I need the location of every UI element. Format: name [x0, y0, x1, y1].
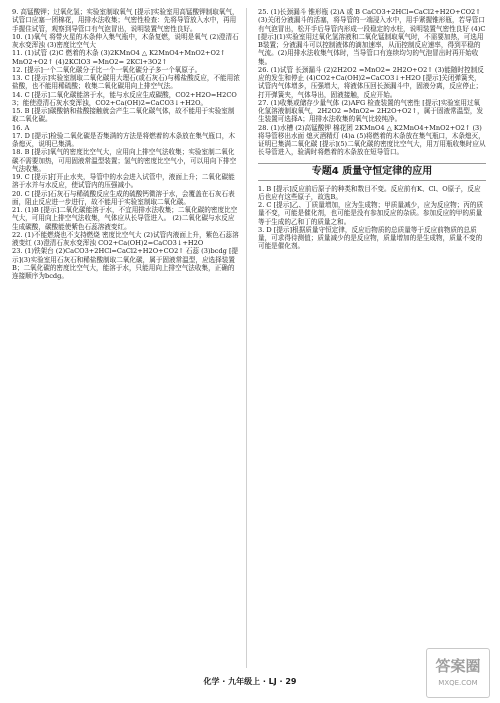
answer-paragraph: 11. (1)试管 (2)C 燃着的木条 (3)2KMnO4 △ K2MnO4+MnO2+O2↑ — [12, 49, 226, 58]
answer-paragraph: 14. C [提示]二氧化碳能溶于水，能与水反应生成碳酸，CO2+H2O=H2CO3；能使澄清石灰水变浑浊，CO2+Ca(OH)2=CaCO3↓+H2O。 — [12, 90, 237, 107]
answer-paragraph: 18. B [提示]氧气的密度比空气大，应用向上排空气法收集；实验室制二氧化碳不需要加热，可用固液常温型装置；氢气的密度比空气小，可以用向下排空气法收集。 — [12, 148, 237, 173]
answer-paragraph: 13. C [提示]实验室制取二氧化碳用大理石(或石灰石)与稀盐酸反应，不能用浓盐酸，也不能用稀硫酸；收集二氧化碳用向上排空气法。 — [12, 74, 240, 91]
answer-paragraph: 15. B [提示]碳酸钠和盐酸接触就会产生二氧化碳气体，故不能用于实验室制取二氧化碳。 — [12, 107, 235, 124]
left-column — [12, 8, 240, 280]
answer-paragraph: 23. (1)铁架台 (2)CaCO3+2HCl=CaCl2+H2O+CO2↑ 石蕊 (3)bcdg [提示](3)实验室用石灰石和稀盐酸制取二氧化碳，属于固液常温型，应选择装置B；二氧化碳的密度比空气大，能溶于水，只能用向上排空气法收集，正确的连接顺序为bcdg。 — [12, 247, 239, 280]
section-title: 专题4 质量守恒定律的应用 — [258, 163, 486, 181]
answer-paragraph: 20. C [提示]石灰石与稀硫酸反应生成的硫酸钙微溶于水，会覆盖在石灰石表面，阻止反应进一步进行，故不能用于实验室制取二氧化碳。 — [12, 189, 235, 206]
answer-paragraph: 16. A — [12, 123, 30, 132]
answer-paragraph: 3. D [提示]根据质量守恒定律，反应后物质的总质量等于反应前物质的总质量，可求得待测值；质量减少的是反应物，质量增加的是生成物，质量不变的可能是催化剂。 — [258, 225, 483, 251]
answer-paragraph: 2. C [提示]乙、丁质量增加，应为生成物；甲质量减少，应为反应物；丙的质量不变，可能是催化剂，也可能是没有参加反应的杂质。参加反应的甲的质量等于生成的乙和丁的质量之和。 — [258, 201, 484, 226]
answer-paragraph: 1. B [提示]反应前后原子的种类和数目不变。反应前有K、Cl、O原子，反应后也应有这些原子，故选B。 — [258, 184, 481, 201]
answer-paragraph: 26. (1)试管 长颈漏斗 (2)2H2O2 =MnO2= 2H2O+O2↑ (3)能随时控制反应的发生和停止 (4)CO2+Ca(OH)2=CaCO3↓+H2O [提示]关闭弹簧夹，试管内气体增多，压强增大，将液体压回长颈漏斗中，固液分离，反应停止；打开弹簧夹，气体导出，固液接触，反应开始。 — [258, 65, 484, 99]
answer-paragraph: 25. (1)长颈漏斗 锥形瓶 (2)A 或 B CaCO3+2HCl=CaCl2+H2O+CO2↑ (3)关闭分液漏斗的活塞，将导管的一端浸入水中，用手紧握锥形瓶，若导管口有气泡冒出，松开手后导管内形成一段稳定的水柱，说明装置气密性良好 (4)C [提示](1)实验室用过氧化氢溶液和二氧化锰制取氧气时，不需要加热，可选用B装置；分液漏斗可以控制液体的滴加速率，从而控制反应速率，得到平稳的气流。(2)用排水法收集气体时，当导管口有连续均匀的气泡冒出时再开始收集。 — [258, 8, 486, 66]
answer-paragraph: 12. [提示]一个二氧化碳分子比一个一氧化碳分子多一个氧原子。 — [12, 65, 202, 74]
page-footer: 化学 · 九年级上 · LJ · 29 — [203, 677, 297, 686]
watermark-logo — [426, 648, 490, 698]
answer-paragraph: 10. (1)氧气 将带火星的木条伸入集气瓶中，木条复燃，说明是氧气 (2)澄清石灰水变浑浊 (3)密度比空气大 — [12, 32, 239, 49]
answer-paragraph: 9. 高锰酸钾；过氧化氢；实验室制取氧气 [提示]实验室用高锰酸钾制取氧气，试管口应塞一团棉花，用排水法收集；气密性检查：先将导管放入水中，再用手握住试管，观察到导管口有气泡冒出，说明装置气密性良好。 — [12, 8, 239, 33]
watermark-main-text: 答案圈 — [435, 657, 481, 675]
answer-paragraph: 27. (1)收集或储存少量气体 (2)AFG 检查装置的气密性 [提示]实验室用过氧化氢溶液制取氧气，2H2O2 =MnO2= 2H2O+O2↑，属于固液常温型，发生装置可选择A；用排水法收集的氧气比较纯净。 — [258, 98, 484, 124]
right-column — [258, 8, 486, 251]
answer-paragraph: 19. C [提示]打开止水夹，导管中的水会进入试管中，液面上升；二氧化碳能溶于水并与水反应，使试管内的压强减小。 — [12, 173, 235, 190]
answer-paragraph: MnO2+O2↑ (4)2KClO3 =MnO2= 2KCl+3O2↑ — [12, 57, 168, 66]
answer-paragraph: 17. D [提示]检验二氧化碳是否集满的方法是将燃着的木条放在集气瓶口，木条熄灭，说明已集满。 — [12, 131, 235, 148]
answer-paragraph: 28. (1)水槽 (2)高锰酸钾 棉花团 2KMnO4 △ K2MnO4+MnO2+O2↑ (3)将导管移出水面 熄灭酒精灯 (4)a (5)将燃着的木条放在集气瓶口，木条熄灭，证明已集满二氧化碳 [提示](5)二氧化碳的密度比空气大，用万用瓶收集时应从长导管进入，验满时将燃着的木条放在短导管口。 — [258, 123, 486, 157]
watermark-sub-text: MXQE.COM — [438, 679, 478, 687]
answer-paragraph: 22. (1)不能燃烧也不支持燃烧 密度比空气大 (2)试管内液面上升，紫色石蕊溶液变红 (3)澄清石灰水变浑浊 CO2+Ca(OH)2=CaCO3↓+H2O — [12, 230, 239, 247]
column-divider — [246, 8, 247, 668]
answer-paragraph: 21. (1)B [提示]二氧化碳能溶于水，不宜用排水法收集；二氧化碳的密度比空气大，可用向上排空气法收集，气体应从长导管进入。 (2)二氧化碳与水反应生成碳酸，碳酸能使紫色石蕊溶液变红。 — [12, 206, 238, 231]
